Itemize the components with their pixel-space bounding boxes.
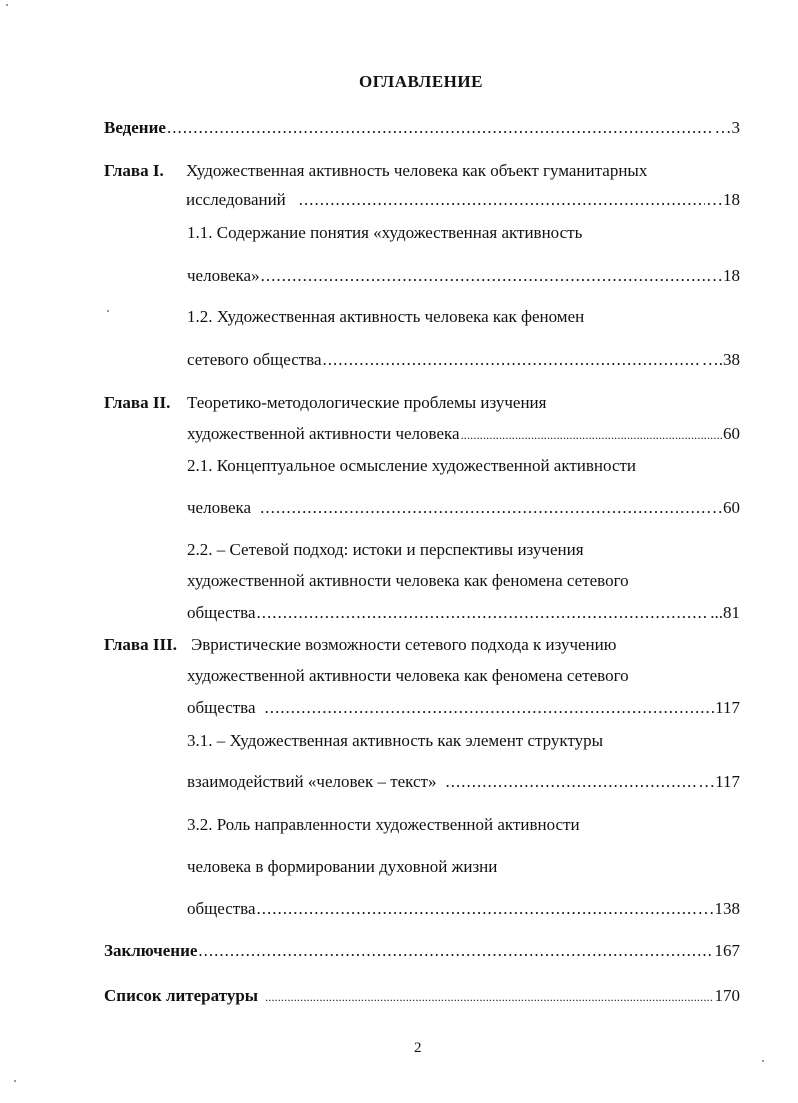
- section-3-2-line1: 3.2. Роль направленности художественной активности: [187, 815, 580, 834]
- leader-dots: [323, 349, 701, 371]
- leader-dots: [198, 940, 713, 962]
- section-2-2-line3: [187, 602, 740, 624]
- section-3-1-page: …117: [698, 772, 740, 791]
- leader-dots: [299, 189, 705, 211]
- scan-speck: [14, 1080, 16, 1082]
- section-3-2-text: общества: [187, 899, 256, 918]
- references-page: 170: [714, 986, 740, 1005]
- section-2-2-line2: художественной активности человека как феномена сетевого: [187, 571, 629, 590]
- leader-dots: [261, 265, 705, 287]
- chapter2-title-line2: [187, 423, 740, 446]
- chapter1-title-line1: Художественная активность человека как объект гуманитарных: [186, 161, 648, 180]
- scan-speck: [762, 1060, 764, 1062]
- leader-dots: [265, 697, 715, 719]
- chapter3-title-line1: Эвристические возможности сетевого подхода к изучению: [191, 635, 617, 654]
- section-1-2-line2: [187, 349, 740, 371]
- scan-speck: [6, 4, 8, 6]
- scan-speck: [107, 310, 109, 312]
- section-1-1-line2: [187, 265, 740, 287]
- section-3-1-line1: 3.1. – Художественная активность как элемент структуры: [187, 731, 604, 750]
- section-2-1-page: …60: [706, 498, 740, 517]
- leader-dots: [446, 771, 698, 793]
- section-3-2-line3: [187, 898, 740, 920]
- section-2-1-line1: 2.1. Концептуальное осмысление художественной активности: [187, 456, 637, 475]
- leader-dots: [257, 602, 710, 624]
- section-2-2-page: ...81: [710, 603, 740, 622]
- leader-dots: [260, 497, 705, 519]
- conclusion-label: Заключение: [104, 941, 198, 960]
- chapter3-page: 117: [715, 698, 740, 717]
- chapter2-title-line1: Теоретико-методологические проблемы изучения: [187, 393, 547, 412]
- intro-label: Ведение: [104, 118, 166, 137]
- chapter3-label: Глава III.: [104, 635, 177, 654]
- chapter1-title-text: исследований: [186, 190, 286, 209]
- chapter1-page: …18: [706, 190, 740, 209]
- chapter1-label: Глава I.: [104, 161, 164, 180]
- toc-entry-intro: [104, 117, 740, 139]
- toc-entry-references: [104, 985, 740, 1008]
- leader-dots: [167, 117, 714, 139]
- chapter3-title-text: общества: [187, 698, 256, 717]
- chapter2-page: 60: [723, 424, 740, 443]
- section-1-1-text: человека»: [187, 266, 260, 285]
- section-3-2-line2: человека в формировании духовной жизни: [187, 857, 498, 876]
- section-3-1-text: взаимодействий «человек – текст»: [187, 772, 437, 791]
- chapter3-title-line2: художественной активности человека как феномена сетевого: [187, 666, 629, 685]
- leader-dots: [257, 898, 697, 920]
- chapter2-label: Глава II.: [104, 393, 171, 412]
- section-1-1-page: …18: [706, 266, 740, 285]
- chapter1-title-line2: [186, 189, 740, 211]
- section-1-1-line1: 1.1. Содержание понятия «художественная активность: [187, 223, 583, 242]
- section-1-2-line1: 1.2. Художественная активность человека как феномен: [187, 307, 585, 326]
- section-2-1-text: человека: [187, 498, 252, 517]
- section-1-2-text: сетевого общества: [187, 350, 322, 369]
- page-number: 2: [414, 1040, 422, 1056]
- section-1-2-page: ….38: [701, 350, 740, 369]
- leader-dots: [461, 424, 722, 446]
- leader-dots: [265, 986, 713, 1008]
- references-label: Список литературы: [104, 986, 259, 1005]
- chapter3-title-line3: [187, 697, 740, 719]
- section-3-1-line2: [187, 771, 740, 793]
- section-2-2-text: общества: [187, 603, 256, 622]
- conclusion-page: 167: [714, 941, 740, 960]
- chapter2-title-text: художественной активности человека: [187, 424, 460, 443]
- section-3-2-page: …138: [697, 899, 740, 918]
- toc-title: ОГЛАВЛЕНИЕ: [359, 72, 483, 91]
- section-2-1-line2: [187, 497, 740, 519]
- intro-page: …3: [714, 118, 740, 137]
- toc-entry-conclusion: [104, 940, 740, 962]
- section-2-2-line1: 2.2. – Сетевой подход: истоки и перспективы изучения: [187, 540, 584, 559]
